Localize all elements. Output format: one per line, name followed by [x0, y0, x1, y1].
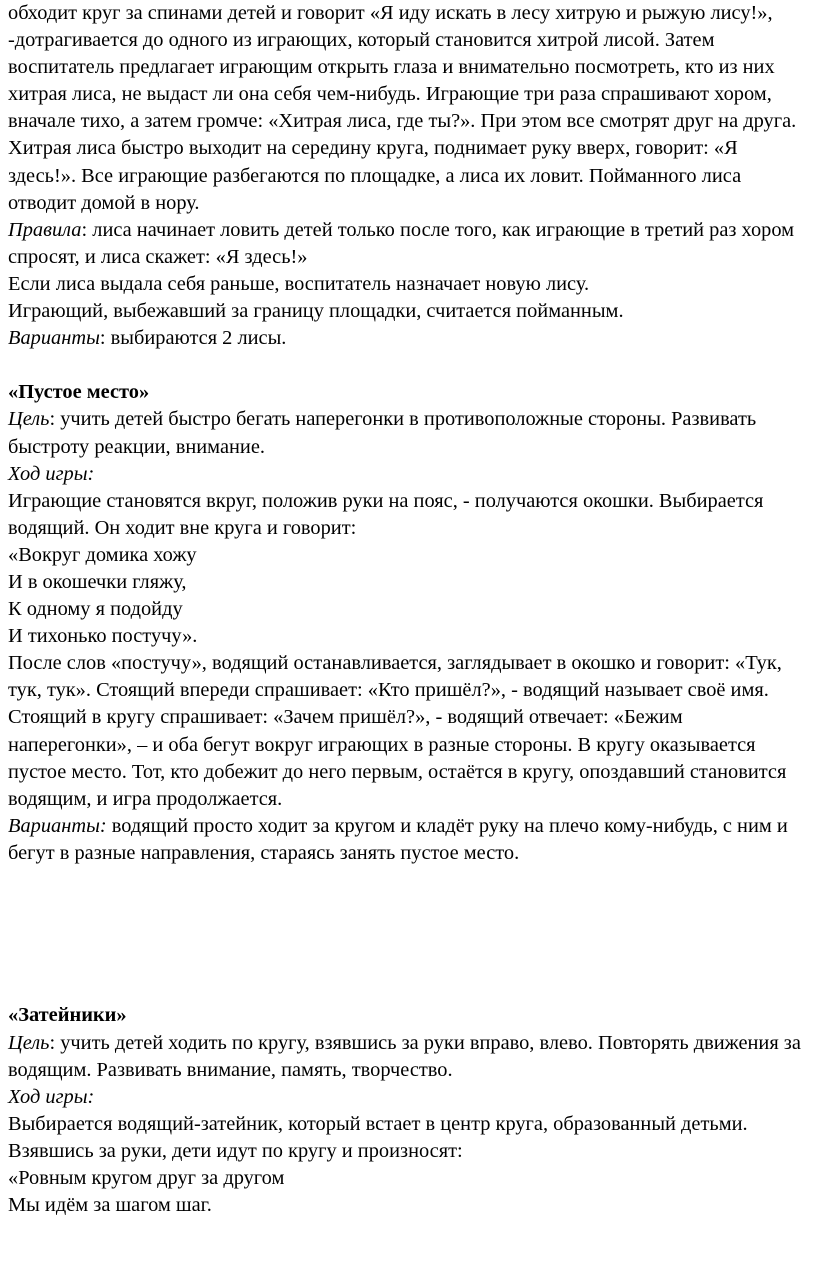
fox-game-description: обходит круг за спинами детей и говорит «Я иду искать в лесу хитрую и рыжую лису!», -дотрагивается до одного из играющих, который становится хитрой лисой. Затем воспитатель предлагает играющим открыть глаза и внимательно посмотреть, кто из них хитрая лиса, не выдаст ли она себя чем-нибудь. Играющие три раза спрашивают хором, вначале тихо, а затем громче: «Хитрая лиса, где ты?». При этом все смотрят друг на друга. Хитрая лиса быстро выходит на середину круга, поднимает руку вверх, говорит: «Я здесь!». Все играющие разбегаются по площадке, а лиса их ловит. Пойманного лиса отводит домой в нору.: [8, 2, 797, 214]
fox-game-rule-3: Играющий, выбежавший за границу площадки, считается пойманным.: [8, 300, 624, 323]
poem-line: Мы идём за шагом шаг.: [8, 1194, 212, 1217]
spacer: [8, 948, 808, 975]
variants-text: : выбираются 2 лисы.: [99, 327, 287, 350]
rules-label: Правила: [8, 218, 82, 241]
goal-label: Цель: [8, 408, 50, 431]
goal-text: : учить детей ходить по кругу, взявшись за руки вправо, влево. Повторять движения за водящим. Развивать внимание, память, творчество.: [8, 1031, 801, 1081]
fox-game-rule-2: Если лиса выдала себя раньше, воспитатель назначает новую лису.: [8, 272, 590, 295]
entertainers-course-intro: Выбирается водящий-затейник, который встает в центр круга, образованный детьми. Взявшись за руки, дети идут по кругу и произносят:: [8, 1112, 748, 1162]
variants-label: Варианты:: [8, 814, 107, 837]
entertainers-goal: [8, 1030, 808, 1084]
empty-place-goal: [8, 406, 808, 460]
empty-place-course-label: Ход игры:: [8, 462, 95, 485]
poem-line: И в окошечки гляжу,: [8, 570, 187, 593]
poem-line: К одному я подойду: [8, 598, 183, 621]
fox-game-variants: [8, 325, 808, 352]
rules-text: : лиса начинает ловить детей только после того, как играющие в третий раз хором спросят, и лиса скажет: «Я здесь!»: [8, 218, 795, 268]
spacer: [8, 975, 808, 1002]
poem-line: И тихонько постучу».: [8, 625, 198, 648]
empty-place-course-body: После слов «постучу», водящий останавливается, заглядывает в окошко и говорит: «Тук, тук, тук». Стоящий впереди спрашивает: «Кто пришёл?», - водящий называет своё имя. Стоящий в кругу спрашивает: «Зачем пришёл?», - водящий отвечает: «Бежим наперегонки», – и оба бегут вокруг играющих в разные стороны. В кругу оказывается пустое место. Тот, кто добежит до него первым, остаётся в кругу, опоздавший становится водящим, и игра продолжается.: [8, 652, 787, 810]
poem-line: «Вокруг домика хожу: [8, 543, 197, 566]
goal-text: : учить детей быстро бегать наперегонки в противоположные стороны. Развивать быстроту реакции, внимание.: [8, 408, 757, 458]
spacer: [8, 894, 808, 921]
empty-place-course-intro: Играющие становятся вкруг, положив руки на пояс, - получаются окошки. Выбирается водящий. Он ходит вне круга и говорит:: [8, 489, 764, 539]
fox-game-rules: [8, 217, 808, 271]
spacer: [8, 921, 808, 948]
spacer: [8, 352, 808, 379]
variants-label: Варианты: [8, 327, 100, 350]
poem-line: «Ровным кругом друг за другом: [8, 1167, 285, 1190]
goal-label: Цель: [8, 1031, 50, 1054]
variants-text: водящий просто ходит за кругом и кладёт руку на плечо кому-нибудь, с ним и бегут в разные направления, стараясь занять пустое место.: [8, 814, 788, 864]
entertainers-course-label: Ход игры:: [8, 1085, 95, 1108]
document-page: [8, 0, 808, 1219]
empty-place-title: «Пустое место»: [8, 381, 150, 404]
entertainers-title: «Затейники»: [8, 1004, 127, 1027]
empty-place-variants: [8, 813, 808, 867]
spacer: [8, 867, 808, 894]
